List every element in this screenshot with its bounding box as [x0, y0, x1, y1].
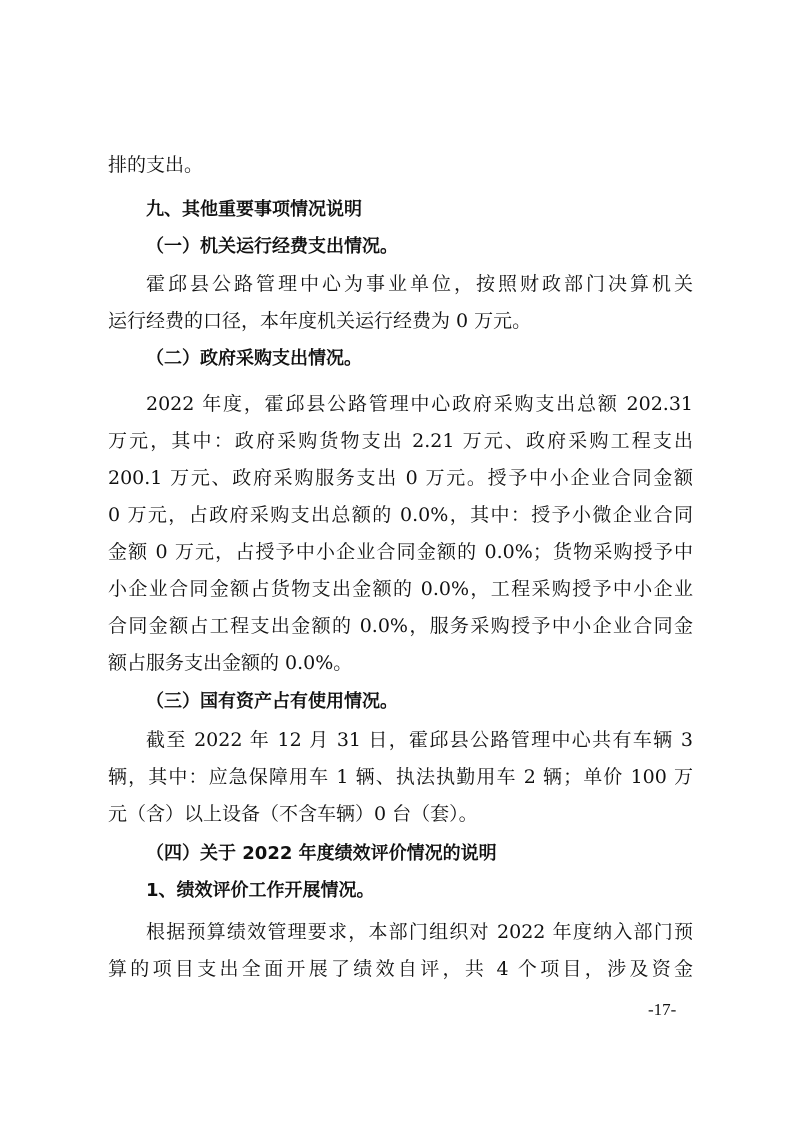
body-text-line: 元（含）以上设备（不含车辆）0 台（套）。: [108, 803, 478, 825]
body-text-line: 算的项目支出全面开展了绩效自评，共 4 个项目，涉及资金: [108, 958, 693, 980]
subsection-heading: （一）机关运行经费支出情况。: [146, 236, 398, 257]
subsection-heading: （二）政府采购支出情况。: [146, 348, 362, 369]
body-text-line: 额占服务支出金额的 0.0%。: [108, 652, 353, 674]
body-text-line: 辆，其中：应急保障用车 1 辆、执法执勤用车 2 辆；单价 100 万: [108, 766, 693, 788]
body-text-line: 万元，其中：政府采购货物支出 2.21 万元、政府采购工程支出: [108, 430, 693, 452]
body-text-line: 霍邱县公路管理中心为事业单位，按照财政部门决算机关: [146, 273, 693, 295]
body-text-line: 截至 2022 年 12 月 31 日，霍邱县公路管理中心共有车辆 3: [146, 729, 693, 751]
subsection-heading: 1、绩效评价工作开展情况。: [146, 880, 375, 901]
subsection-heading: （四）关于 2022 年度绩效评价情况的说明: [146, 843, 497, 864]
subsection-heading: （三）国有资产占有使用情况。: [146, 691, 398, 712]
body-text-line: 合同金额占工程支出金额的 0.0%，服务采购授予中小企业合同金: [108, 615, 693, 637]
body-text-line: 金额 0 万元，占授予中小企业合同金额的 0.0%；货物采购授予中: [108, 541, 693, 563]
page-number: -17-: [648, 1000, 677, 1019]
section-heading: 九、其他重要事项情况说明: [146, 199, 362, 220]
body-text-line: 运行经费的口径，本年度机关运行经费为 0 万元。: [108, 310, 532, 332]
body-text-line: 0 万元，占政府采购支出总额的 0.0%，其中：授予小微企业合同: [108, 504, 693, 526]
body-text-line: 小企业合同金额占货物支出金额的 0.0%，工程采购授予中小企业: [108, 578, 693, 600]
body-text-line: 根据预算绩效管理要求，本部门组织对 2022 年度纳入部门预: [146, 921, 693, 943]
body-text-line: 2022 年度，霍邱县公路管理中心政府采购支出总额 202.31: [146, 393, 693, 415]
body-text-line: 200.1 万元、政府采购服务支出 0 万元。授予中小企业合同金额: [108, 467, 693, 489]
body-text-line: 排的支出。: [108, 154, 204, 176]
